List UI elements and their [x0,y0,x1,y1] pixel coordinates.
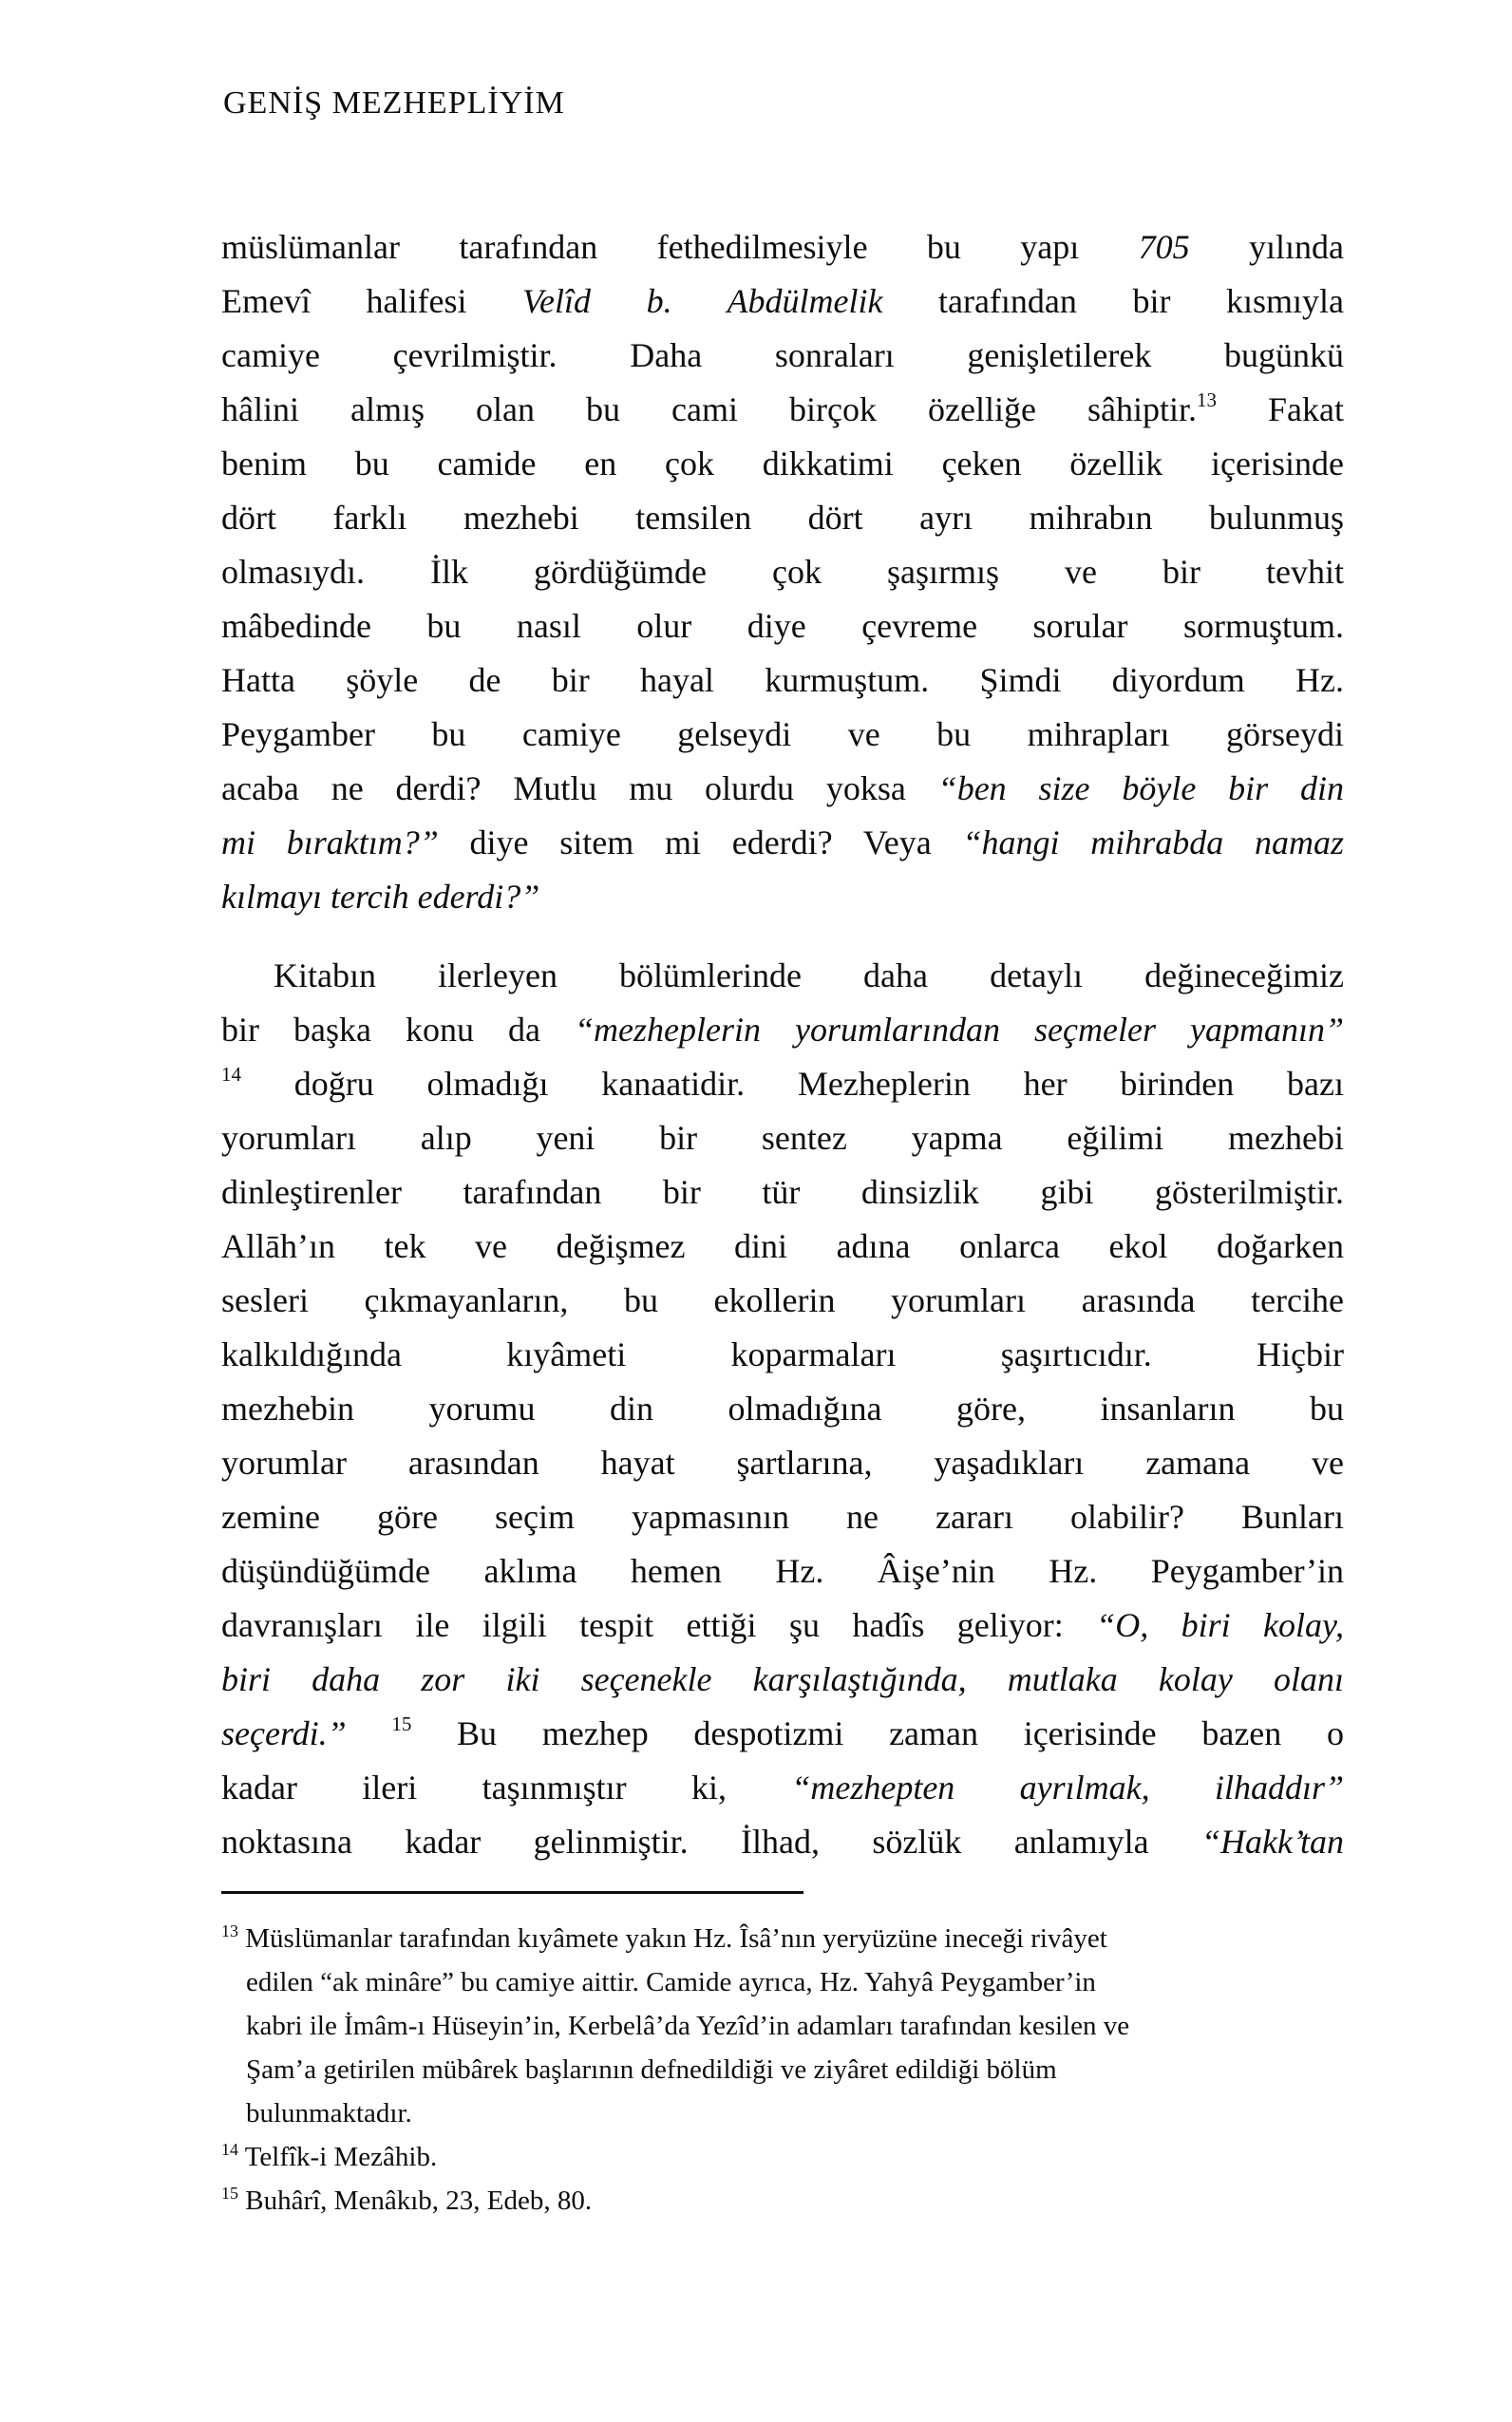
text-line [221,653,1344,708]
text-segment: mi bıraktım?” [221,823,439,861]
text-segment: Peygamber bu camiye gelseydi ve bu mihrapları görseydi [221,715,1344,753]
text-segment: diye sitem mi ederdi? Veya [438,823,963,861]
footnote-line: kabri ile İmâm-ı Hüseyin’in, Kerbelâ’da Yezîd’in adamları tarafından kesilen ve [246,2011,1130,2041]
text-segment: Hatta şöyle de bir hayal kurmuştum. Şimdi diyordum Hz. [221,661,1344,699]
footnote-line: $^{13}$ Müslümanlar tarafından kıyâmete yakın Hz. Îsâ’nın yeryüzüne ineceği rivâyet [221,1921,1107,1954]
text-line [221,816,1344,870]
footnote-ref: 14 [221,1063,241,1086]
text-segment: bir başka konu da [221,1011,576,1049]
footnote-line: edilen “ak minâre” bu camiye aittir. Camide ayrıca, Hz. Yahyâ Peygamber’in [246,1967,1096,1997]
text-segment: yılında [1189,228,1344,266]
footnote-marker: 13 [221,1921,238,1940]
text-segment: noktasına kadar gelinmiştir. İlhad, sözlük anlamıyla [221,1823,1202,1861]
text-line [221,545,1344,599]
footnote-line: Şam’a getirilen mübârek başlarının defnedildiği ve ziyâret edildiği bölüm [246,2054,1057,2085]
footnote [221,2135,1344,2179]
text-segment: yorumları alıp yeni bir sentez yapma eğilimi mezhebi [221,1119,1344,1157]
text-segment: “mezhepten ayrılmak, ilhaddır” [791,1769,1344,1807]
text-segment: yorumlar arasından hayat şartlarına, yaşadıkları zamana ve [221,1444,1344,1482]
text-segment: kalkıldığında kıyâmeti koparmaları şaşırtıcıdır. Hiçbir [221,1335,1344,1373]
footnote [221,1917,1344,2135]
text-segment: zemine göre seçim yapmasının ne zararı olabilir? Bunları [221,1498,1344,1536]
text-segment: acaba ne derdi? Mutlu mu olurdu yoksa [221,769,938,807]
footnote-line: bulunmaktadır. [246,2098,412,2129]
text-segment: tarafından bir kısmıyla [882,282,1344,320]
text-line [221,1599,1344,1653]
footnote-separator-rule [221,1891,803,1894]
text-segment: Kitabın ilerleyen bölümlerinde daha detaylı değineceğimiz [274,956,1344,994]
text-segment: sesleri çıkmayanların, bu ekollerin yorumları arasında tercihe [221,1281,1344,1319]
text-segment: “mezheplerin yorumlarından seçmeler yapmanın” [575,1011,1344,1049]
footnote-line: $^{14}$ Telfîk-i Mezâhib. [221,2140,438,2172]
text-segment: mâbedinde bu nasıl olur diye çevreme sorular sormuştum. [221,607,1344,645]
text-segment: “O, biri kolay, [1096,1606,1344,1644]
text-segment: davranışları ile ilgili tespit ettiği şu hadîs geliyor: [221,1606,1097,1644]
text-block [221,220,1344,1869]
text-line [221,437,1344,491]
text-line [221,1328,1344,1382]
text-segment: dört farklı mezhebi temsilen dört ayrı mihrabın bulunmuş [221,499,1344,537]
text-line [221,274,1344,329]
paragraph [221,949,1344,1869]
footnote-marker: 15 [221,2184,238,2203]
text-segment: düşündüğümde aklıma hemen Hz. Âişe’nin Hz. Peygamber’in [221,1552,1344,1590]
running-header: GENİŞ MEZHEPLİYİM [223,85,565,121]
text-segment: Emevî halifesi [221,282,523,320]
text-line [221,1436,1344,1490]
text-line [221,1490,1344,1544]
text-segment: hâlini almış olan bu cami birçok özelliğe sâhiptir. [221,390,1197,428]
text-segment: benim bu camide en çok dikkatimi çeken özellik içerisinde [221,445,1344,483]
text-line [221,1220,1344,1274]
text-segment: Velîd b. Abdülmelik [522,282,883,320]
footnote [221,2179,1344,2223]
text-line [221,329,1344,383]
text-segment: kadar ileri taşınmıştır ki, [221,1769,792,1807]
text-segment: olmasıydı. İlk gördüğümde çok şaşırmış ve bir tevhit [221,553,1344,591]
text-segment: seçerdi.” [221,1714,392,1752]
paragraph [221,220,1344,924]
text-segment: camiye çevrilmiştir. Daha sonraları genişletilerek bugünkü [221,336,1344,374]
text-line [221,1003,1344,1057]
footnote-marker: 14 [221,2140,238,2159]
text-segment: “hangi mihrabda namaz [962,823,1344,861]
text-segment: biri daha zor iki seçenekle karşılaştığında, mutlaka kolay olanı [221,1660,1344,1698]
footnote-ref: 13 [1197,388,1217,411]
text-line [221,1653,1344,1707]
text-segment: kılmayı tercih ederdi?” [221,878,540,916]
text-segment: dinleştirenler tarafından bir tür dinsizlik gibi gösterilmiştir. [221,1173,1344,1211]
text-line [221,220,1344,274]
text-line [221,1815,1344,1869]
text-line [221,1274,1344,1328]
text-line [221,1165,1344,1220]
text-segment: Bu mezhep despotizmi zaman içerisinde bazen o [411,1714,1344,1752]
text-line [221,1761,1344,1815]
footnote-ref: 15 [391,1712,412,1735]
text-segment: “Hakk’tan [1201,1823,1344,1861]
text-line [221,1707,1344,1761]
text-line [221,1382,1344,1436]
text-segment: mezhebin yorumu din olmadığına göre, insanların bu [221,1390,1344,1428]
text-line [221,491,1344,545]
text-line [221,708,1344,762]
text-line [221,762,1344,816]
text-line [221,599,1344,653]
text-segment: Fakat [1217,390,1344,428]
text-segment: doğru olmadığı kanaatidir. Mezheplerin her birinden bazı [241,1065,1344,1103]
text-line [221,1057,1344,1111]
text-line [221,1544,1344,1599]
footnotes-block [221,1917,1344,2223]
text-segment: 705 [1138,228,1190,266]
text-line [221,870,1344,924]
text-line [221,1111,1344,1165]
text-line [221,949,1344,1003]
footnote-line: $^{15}$ Buhârî, Menâkıb, 23, Edeb, 80. [221,2184,593,2216]
text-line [221,383,1344,437]
text-segment: müslümanlar tarafından fethedilmesiyle bu yapı [221,228,1139,266]
text-segment: “ben size böyle bir din [937,769,1344,807]
text-segment: Allāh’ın tek ve değişmez dini adına onlarca ekol doğarken [221,1227,1344,1265]
